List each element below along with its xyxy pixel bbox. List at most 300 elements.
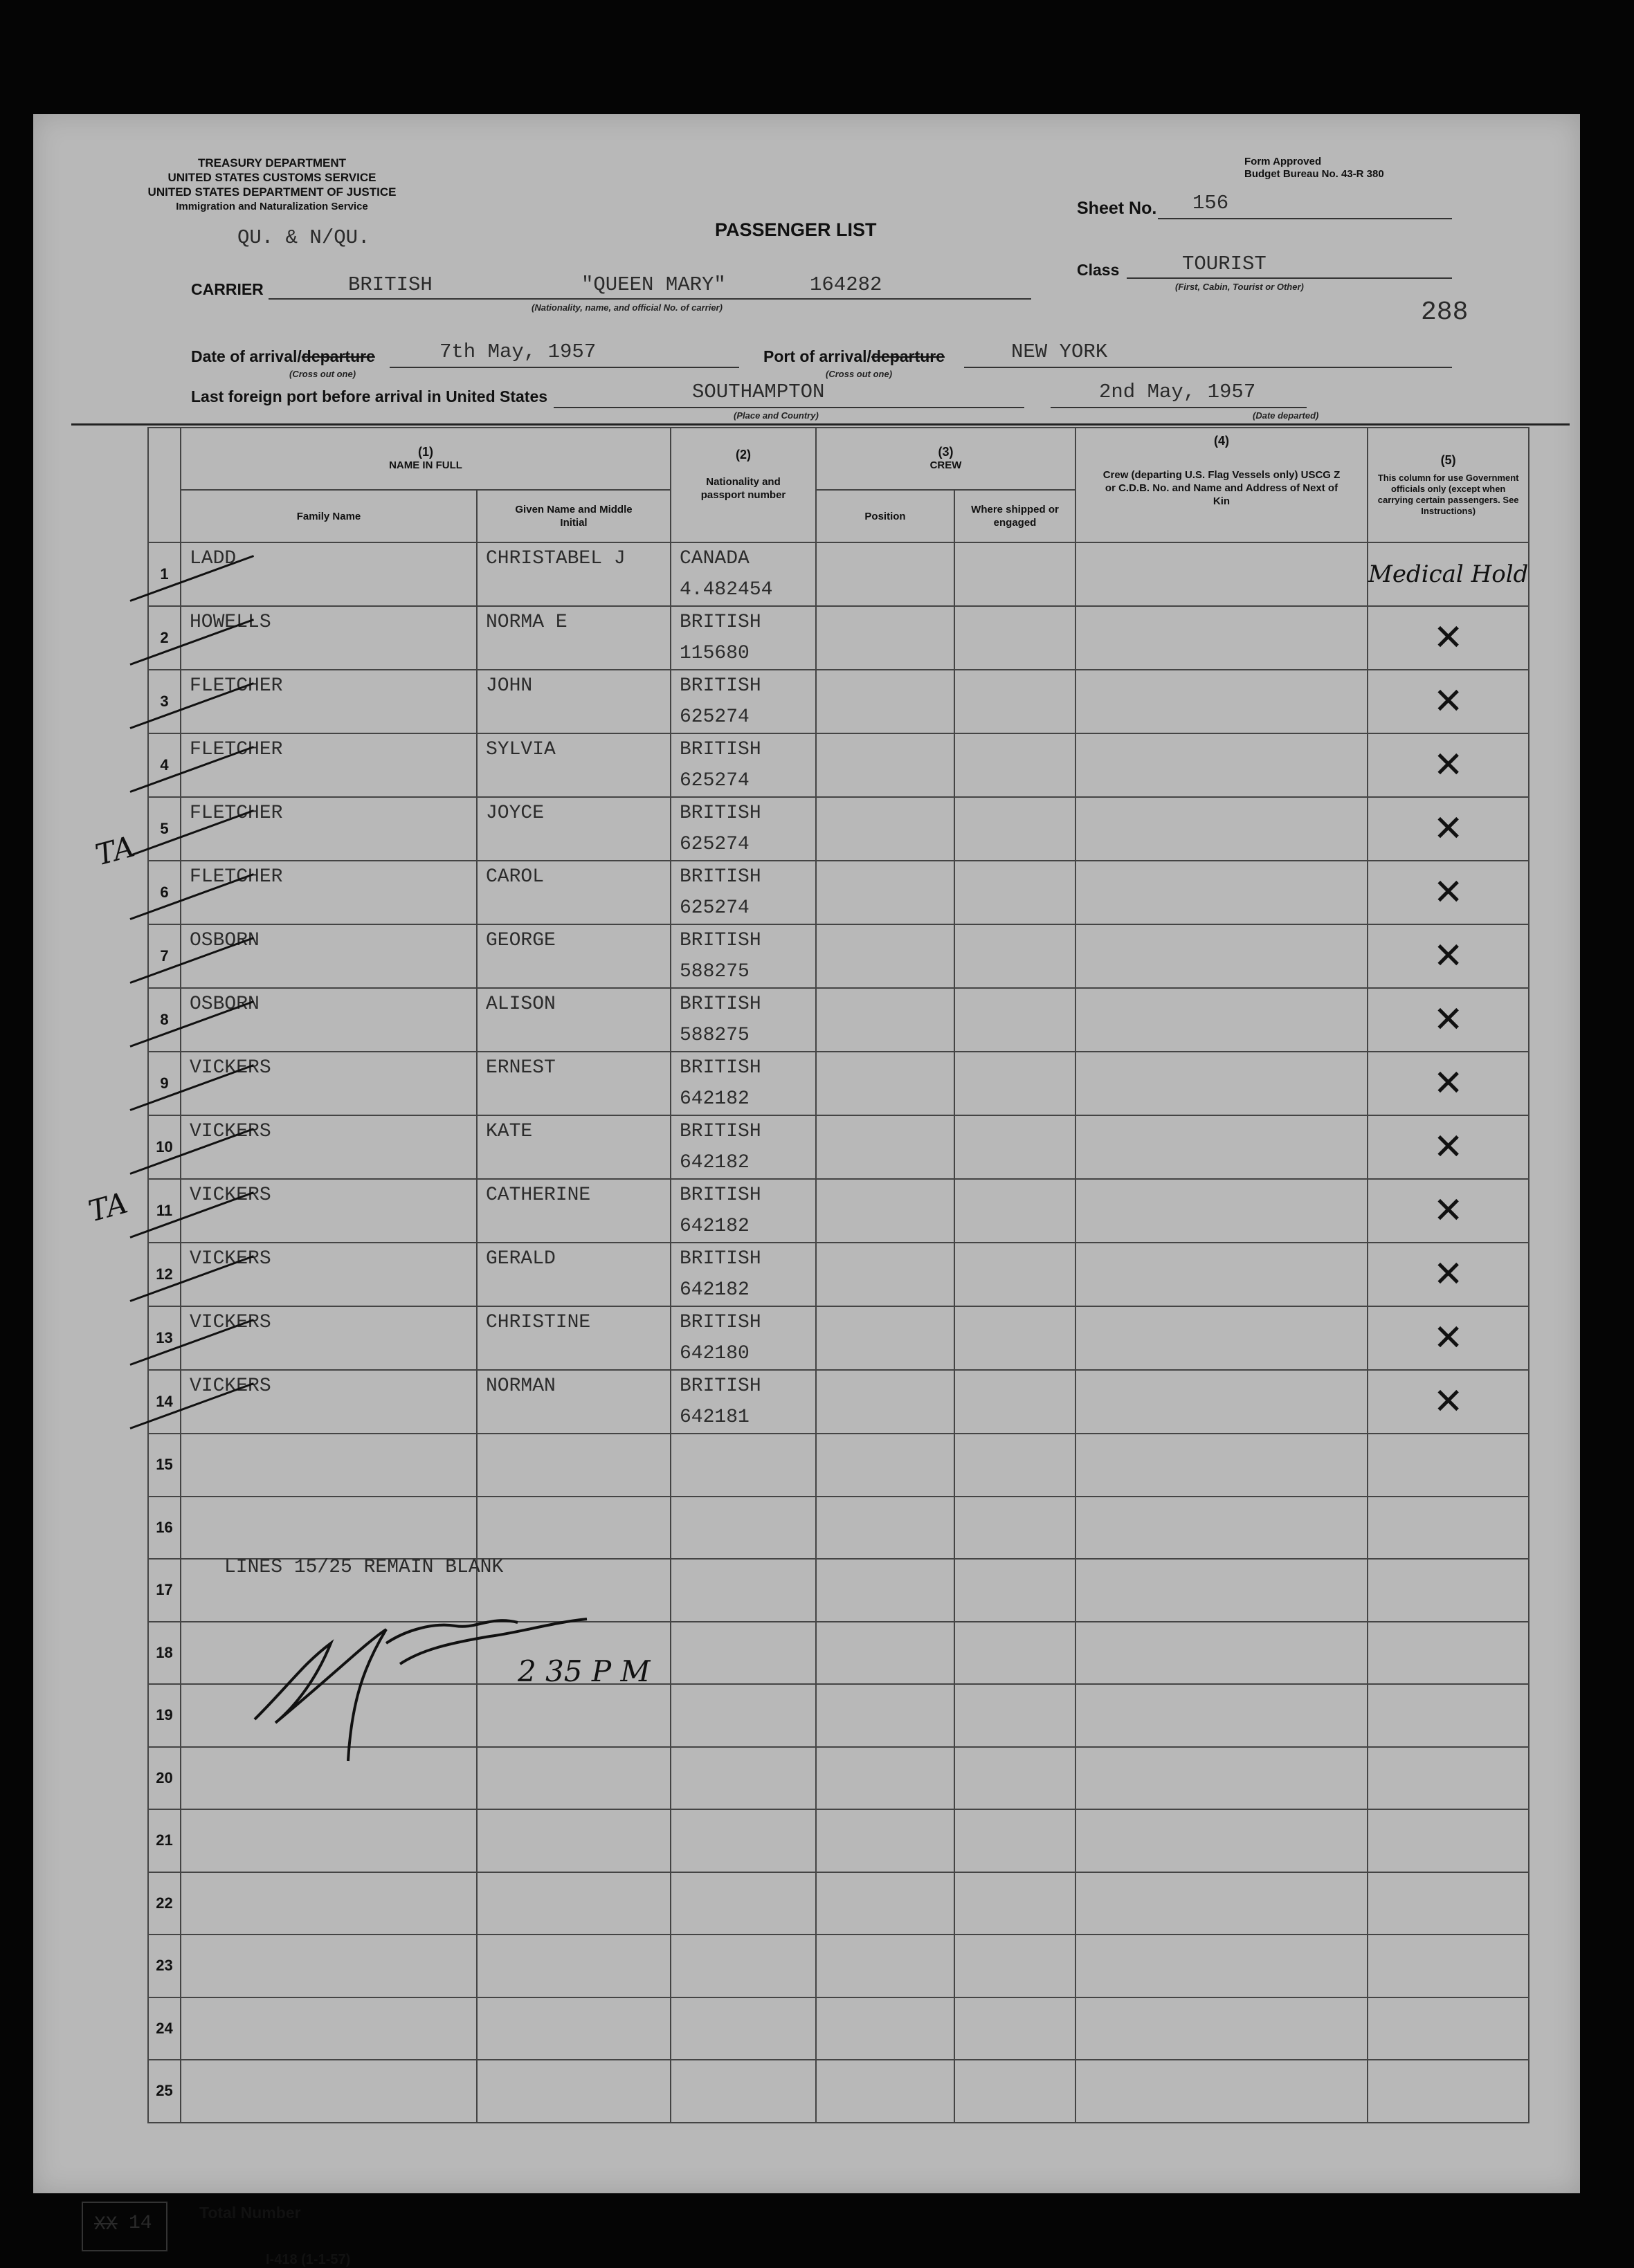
empty-cell: [181, 1872, 477, 1935]
last-port-label: Last foreign port before arrival in United States: [191, 387, 548, 405]
family-name: OSBORN: [181, 988, 477, 1052]
row-number: 25: [148, 2060, 181, 2123]
date-departed-line: [1051, 381, 1307, 408]
family-name: FLETCHER: [181, 670, 477, 733]
passenger-row: [148, 988, 1529, 1052]
passenger-row: [148, 670, 1529, 733]
signature-text: 2 35 P M: [518, 1654, 651, 1688]
total-box-struck: XX: [94, 2214, 118, 2235]
col1-number: (1): [418, 445, 433, 459]
date-value: 7th May, 1957: [439, 340, 597, 363]
next-of-kin: [1075, 988, 1368, 1052]
nationality: BRITISH: [680, 739, 761, 760]
crew-column-header: [816, 428, 1075, 490]
blank-row: [148, 1935, 1529, 1997]
row-number-header: [148, 428, 181, 542]
empty-cell: [181, 1935, 477, 1997]
nationality: BRITISH: [680, 930, 761, 951]
nationality: BRITISH: [680, 612, 761, 633]
empty-cell: [181, 1997, 477, 2060]
crew-position: [816, 606, 954, 670]
passport-number: 625274: [680, 770, 750, 792]
port-cross-note: (Cross out one): [826, 369, 893, 379]
official-mark: ✕: [1368, 670, 1529, 733]
passport-number: 625274: [680, 706, 750, 728]
official-mark: ✕: [1368, 733, 1529, 797]
col2-number: (2): [736, 447, 751, 461]
form-approved-line: Form Approved: [1244, 156, 1322, 167]
official-mark: ✕: [1368, 1115, 1529, 1179]
crew-position: [816, 670, 954, 733]
sheet-label: Sheet No.: [1077, 199, 1157, 218]
next-of-kin: [1075, 542, 1368, 606]
passport-number: 642181: [680, 1407, 750, 1428]
qu-code: QU. & N/QU.: [237, 226, 370, 249]
empty-cell: [954, 1872, 1075, 1935]
nationality-cell: [671, 1243, 816, 1306]
given-name: JOYCE: [477, 797, 671, 861]
last-port-line: [554, 381, 1024, 408]
empty-cell: [954, 1434, 1075, 1497]
passport-number: 625274: [680, 834, 750, 855]
empty-cell: [477, 1434, 671, 1497]
col2-title: Nationality and passport number: [700, 475, 786, 501]
crew-where-shipped: [954, 1306, 1075, 1370]
empty-cell: [1075, 1559, 1368, 1622]
empty-cell: [181, 1434, 477, 1497]
date-departed-value: 2nd May, 1957: [1099, 381, 1256, 403]
nationality-cell: [671, 797, 816, 861]
nationality: BRITISH: [680, 1185, 761, 1206]
stamp-number: 288: [1421, 298, 1469, 327]
date-departed-note: (Date departed): [1253, 410, 1319, 421]
next-of-kin: [1075, 797, 1368, 861]
sheet-line: [1158, 190, 1452, 219]
empty-cell: [954, 1935, 1075, 1997]
margin-mark: TA: [91, 829, 138, 872]
passport-number: 4.482454: [680, 579, 773, 601]
passenger-table: [147, 427, 1529, 2123]
crew-where-shipped: [954, 1370, 1075, 1434]
official-mark: ✕: [1368, 1179, 1529, 1243]
dept-line: TREASURY DEPARTMENT: [197, 156, 347, 170]
empty-cell: [477, 1809, 671, 1872]
official-mark: Medical Hold: [1368, 542, 1529, 606]
port-label: [763, 347, 945, 366]
blank-row: [148, 1434, 1529, 1497]
empty-cell: [954, 1997, 1075, 2060]
passport-number: 115680: [680, 643, 750, 664]
passenger-row: [148, 1243, 1529, 1306]
date-label-departure: departure: [301, 347, 375, 365]
crew-position: [816, 1115, 954, 1179]
empty-cell: [816, 1935, 954, 1997]
empty-cell: [1368, 1559, 1529, 1622]
nationality-cell: [671, 1115, 816, 1179]
empty-cell: [1368, 1684, 1529, 1747]
carrier-label: CARRIER: [191, 280, 264, 298]
crew-where-shipped: [954, 1115, 1075, 1179]
carrier-number: 164282: [810, 273, 882, 296]
official-mark: ✕: [1368, 924, 1529, 988]
last-port-value: SOUTHAMPTON: [692, 381, 825, 403]
passenger-row: [148, 861, 1529, 924]
passport-number: 588275: [680, 961, 750, 982]
empty-cell: [816, 2060, 954, 2123]
empty-cell: [181, 1497, 477, 1560]
col4-title: Crew (departing U.S. Flag Vessels only) USCG Z or C.D.B. No. and Name and Address of Next of Kin: [1102, 469, 1341, 507]
empty-cell: [816, 1997, 954, 2060]
passenger-row: [148, 924, 1529, 988]
date-label-arrival: Date of arrival/: [191, 347, 302, 365]
date-label: [191, 347, 375, 366]
nationality-cell: [671, 924, 816, 988]
empty-cell: [1075, 1872, 1368, 1935]
given-name: GEORGE: [477, 924, 671, 988]
name-column-header: [181, 428, 671, 490]
passenger-row: [148, 1306, 1529, 1370]
empty-cell: [477, 1997, 671, 2060]
crew-where-shipped: [954, 1052, 1075, 1115]
signature-scribble: [227, 1602, 698, 1795]
family-name: LADD: [181, 542, 477, 606]
total-label: Total Number: [199, 2204, 301, 2222]
given-name: NORMA E: [477, 606, 671, 670]
port-label-departure: departure: [871, 347, 945, 365]
official-mark: ✕: [1368, 1370, 1529, 1434]
empty-cell: [1075, 1997, 1368, 2060]
official-mark: ✕: [1368, 1052, 1529, 1115]
passenger-row: [148, 606, 1529, 670]
nationality: BRITISH: [680, 994, 761, 1015]
passport-number: 625274: [680, 897, 750, 919]
nationality: BRITISH: [680, 1375, 761, 1397]
passenger-row: [148, 1179, 1529, 1243]
given-name: SYLVIA: [477, 733, 671, 797]
col1-title: NAME IN FULL: [389, 459, 462, 471]
row-number: 22: [148, 1872, 181, 1935]
empty-cell: [1368, 1497, 1529, 1560]
empty-cell: [1368, 1434, 1529, 1497]
blank-row: [148, 1497, 1529, 1560]
header-divider: [71, 423, 1570, 426]
crew-position: [816, 733, 954, 797]
family-name: VICKERS: [181, 1115, 477, 1179]
official-mark: ✕: [1368, 1243, 1529, 1306]
row-number: 9: [148, 1052, 181, 1115]
date-cross-note: (Cross out one): [289, 369, 356, 379]
empty-cell: [671, 1497, 816, 1560]
row-number: 10: [148, 1115, 181, 1179]
empty-cell: [816, 1622, 954, 1685]
empty-cell: [671, 1809, 816, 1872]
passport-number: 642182: [680, 1279, 750, 1301]
empty-cell: [1368, 1872, 1529, 1935]
crew-position: [816, 924, 954, 988]
carrier-name: "QUEEN MARY": [581, 273, 726, 296]
nationality-cell: [671, 542, 816, 606]
crew-where-shipped: [954, 861, 1075, 924]
class-line: [1127, 250, 1452, 279]
official-mark: ✕: [1368, 606, 1529, 670]
place-note: (Place and Country): [734, 410, 819, 421]
given-name-header: Given Name and Middle Initial: [477, 490, 671, 542]
empty-cell: [954, 2060, 1075, 2123]
empty-cell: [954, 1747, 1075, 1810]
family-name: VICKERS: [181, 1179, 477, 1243]
next-of-kin: [1075, 1115, 1368, 1179]
empty-cell: [671, 1997, 816, 2060]
empty-cell: [671, 2060, 816, 2123]
empty-cell: [954, 1684, 1075, 1747]
family-name: HOWELLS: [181, 606, 477, 670]
row-number: 6: [148, 861, 181, 924]
port-line: [964, 339, 1452, 368]
where-shipped-header: Where shipped or engaged: [954, 490, 1075, 542]
class-value: TOURIST: [1182, 253, 1267, 275]
margin-mark: TA: [84, 1185, 131, 1229]
given-name: CATHERINE: [477, 1179, 671, 1243]
nationality-cell: [671, 733, 816, 797]
empty-cell: [1368, 1997, 1529, 2060]
crew-where-shipped: [954, 1179, 1075, 1243]
form-id: I-418 (1-1-57): [266, 2252, 351, 2267]
class-note: (First, Cabin, Tourist or Other): [1175, 282, 1304, 292]
crew-where-shipped: [954, 733, 1075, 797]
row-number: 1: [148, 542, 181, 606]
nationality-cell: [671, 861, 816, 924]
empty-cell: [816, 1684, 954, 1747]
row-number: 15: [148, 1434, 181, 1497]
empty-cell: [954, 1559, 1075, 1622]
passenger-row: [148, 542, 1529, 606]
empty-cell: [1075, 1809, 1368, 1872]
row-number: 12: [148, 1243, 181, 1306]
passport-number: 642182: [680, 1088, 750, 1110]
official-mark: ✕: [1368, 797, 1529, 861]
page-title: PASSENGER LIST: [715, 219, 877, 240]
family-name: FLETCHER: [181, 733, 477, 797]
empty-cell: [816, 1872, 954, 1935]
total-box: [82, 2202, 167, 2251]
total-box-number: 14: [129, 2213, 152, 2234]
official-mark: ✕: [1368, 861, 1529, 924]
department-header: [127, 156, 417, 214]
family-name: OSBORN: [181, 924, 477, 988]
given-name: ERNEST: [477, 1052, 671, 1115]
crew-position: [816, 1243, 954, 1306]
empty-cell: [816, 1559, 954, 1622]
row-number: 4: [148, 733, 181, 797]
empty-cell: [477, 1497, 671, 1560]
empty-cell: [1075, 1935, 1368, 1997]
official-mark: ✕: [1368, 1306, 1529, 1370]
date-line: [390, 339, 739, 368]
passport-number: 642182: [680, 1152, 750, 1173]
column-header-row: [148, 428, 1529, 490]
given-name: NORMAN: [477, 1370, 671, 1434]
passenger-row: [148, 1052, 1529, 1115]
row-number: 2: [148, 606, 181, 670]
port-value: NEW YORK: [1011, 340, 1108, 363]
empty-cell: [181, 2060, 477, 2123]
next-of-kin: [1075, 1179, 1368, 1243]
col4-number: (4): [1214, 434, 1229, 448]
empty-cell: [954, 1809, 1075, 1872]
passenger-row: [148, 1370, 1529, 1434]
empty-cell: [1075, 1684, 1368, 1747]
row-number: 14: [148, 1370, 181, 1434]
given-name: CAROL: [477, 861, 671, 924]
crew-where-shipped: [954, 542, 1075, 606]
official-mark: ✕: [1368, 988, 1529, 1052]
given-name: CHRISTABEL J: [477, 542, 671, 606]
nationality: CANADA: [680, 548, 750, 569]
family-name: VICKERS: [181, 1370, 477, 1434]
class-label: Class: [1077, 261, 1120, 279]
crew-where-shipped: [954, 797, 1075, 861]
nationality: BRITISH: [680, 1121, 761, 1142]
crew-position: [816, 797, 954, 861]
carrier-note: (Nationality, name, and official No. of carrier): [532, 302, 723, 313]
empty-cell: [181, 1809, 477, 1872]
passenger-row: [148, 733, 1529, 797]
passenger-row: [148, 1115, 1529, 1179]
sheet-number: 156: [1192, 192, 1229, 214]
family-name: FLETCHER: [181, 861, 477, 924]
nationality-column-header: [671, 428, 816, 542]
given-name: ALISON: [477, 988, 671, 1052]
position-header: Position: [816, 490, 954, 542]
family-name: VICKERS: [181, 1052, 477, 1115]
blank-row: [148, 1872, 1529, 1935]
empty-cell: [816, 1747, 954, 1810]
family-name: VICKERS: [181, 1306, 477, 1370]
nationality: BRITISH: [680, 1057, 761, 1079]
empty-cell: [671, 1935, 816, 1997]
blank-row: [148, 1809, 1529, 1872]
given-name: JOHN: [477, 670, 671, 733]
next-of-kin: [1075, 1306, 1368, 1370]
crew-position: [816, 1306, 954, 1370]
given-name: CHRISTINE: [477, 1306, 671, 1370]
next-of-kin: [1075, 1370, 1368, 1434]
row-number: 3: [148, 670, 181, 733]
nationality: BRITISH: [680, 803, 761, 824]
col5-number: (5): [1440, 452, 1456, 467]
nationality-cell: [671, 670, 816, 733]
row-number: 18: [148, 1622, 181, 1685]
nationality-cell: [671, 1179, 816, 1243]
passport-number: 588275: [680, 1025, 750, 1046]
dept-line: UNITED STATES CUSTOMS SERVICE: [167, 171, 376, 184]
col5-title: This column for use Government officials only (except when carrying certain passengers. See Instructions): [1377, 472, 1519, 516]
next-of-kin: [1075, 606, 1368, 670]
empty-cell: [671, 1872, 816, 1935]
empty-cell: [1075, 1622, 1368, 1685]
blank-row: [148, 2060, 1529, 2123]
empty-cell: [1368, 1622, 1529, 1685]
crew-where-shipped: [954, 606, 1075, 670]
empty-cell: [1075, 2060, 1368, 2123]
crew-position: [816, 1179, 954, 1243]
nationality: BRITISH: [680, 675, 761, 697]
port-label-arrival: Port of arrival/: [763, 347, 871, 365]
passport-number: 642182: [680, 1216, 750, 1237]
row-number: 19: [148, 1684, 181, 1747]
passenger-list-document: [33, 114, 1580, 2267]
nationality: BRITISH: [680, 866, 761, 888]
kin-column-header: [1075, 428, 1368, 542]
carrier-nationality: BRITISH: [348, 273, 433, 296]
empty-cell: [816, 1497, 954, 1560]
empty-cell: [1368, 2060, 1529, 2123]
crew-position: [816, 1052, 954, 1115]
col3-number: (3): [938, 445, 954, 459]
crew-where-shipped: [954, 988, 1075, 1052]
crew-where-shipped: [954, 924, 1075, 988]
empty-cell: [954, 1622, 1075, 1685]
nationality-cell: [671, 1370, 816, 1434]
crew-position: [816, 988, 954, 1052]
crew-position: [816, 861, 954, 924]
empty-cell: [477, 1935, 671, 1997]
crew-position: [816, 1370, 954, 1434]
given-name: GERALD: [477, 1243, 671, 1306]
empty-cell: [1368, 1747, 1529, 1810]
row-number: 11: [148, 1179, 181, 1243]
empty-cell: [816, 1809, 954, 1872]
crew-where-shipped: [954, 1243, 1075, 1306]
passenger-row: [148, 797, 1529, 861]
row-number: 13: [148, 1306, 181, 1370]
form-approved-line: Budget Bureau No. 43-R 380: [1244, 168, 1384, 180]
nationality-cell: [671, 988, 816, 1052]
row-number: 20: [148, 1747, 181, 1810]
empty-cell: [954, 1497, 1075, 1560]
carrier-line: [269, 272, 1031, 300]
next-of-kin: [1075, 1243, 1368, 1306]
row-number: 5: [148, 797, 181, 861]
row-number: 24: [148, 1997, 181, 2060]
family-name-header: Family Name: [181, 490, 477, 542]
nationality-cell: [671, 606, 816, 670]
empty-cell: [1075, 1434, 1368, 1497]
given-name: KATE: [477, 1115, 671, 1179]
family-name: FLETCHER: [181, 797, 477, 861]
next-of-kin: [1075, 924, 1368, 988]
form-approved: [1244, 156, 1384, 181]
dept-line: Immigration and Naturalization Service: [176, 201, 368, 212]
blank-row: [148, 1997, 1529, 2060]
crew-where-shipped: [954, 670, 1075, 733]
empty-cell: [1075, 1497, 1368, 1560]
empty-cell: [1368, 1935, 1529, 1997]
next-of-kin: [1075, 861, 1368, 924]
col3-title: CREW: [929, 459, 962, 471]
nationality: BRITISH: [680, 1312, 761, 1333]
crew-position: [816, 542, 954, 606]
empty-cell: [816, 1434, 954, 1497]
dept-line: UNITED STATES DEPARTMENT OF JUSTICE: [147, 185, 397, 199]
empty-cell: [1368, 1809, 1529, 1872]
row-number: 17: [148, 1559, 181, 1622]
nationality-cell: [671, 1306, 816, 1370]
next-of-kin: [1075, 670, 1368, 733]
empty-cell: [671, 1434, 816, 1497]
nationality: BRITISH: [680, 1248, 761, 1270]
row-number: 8: [148, 988, 181, 1052]
